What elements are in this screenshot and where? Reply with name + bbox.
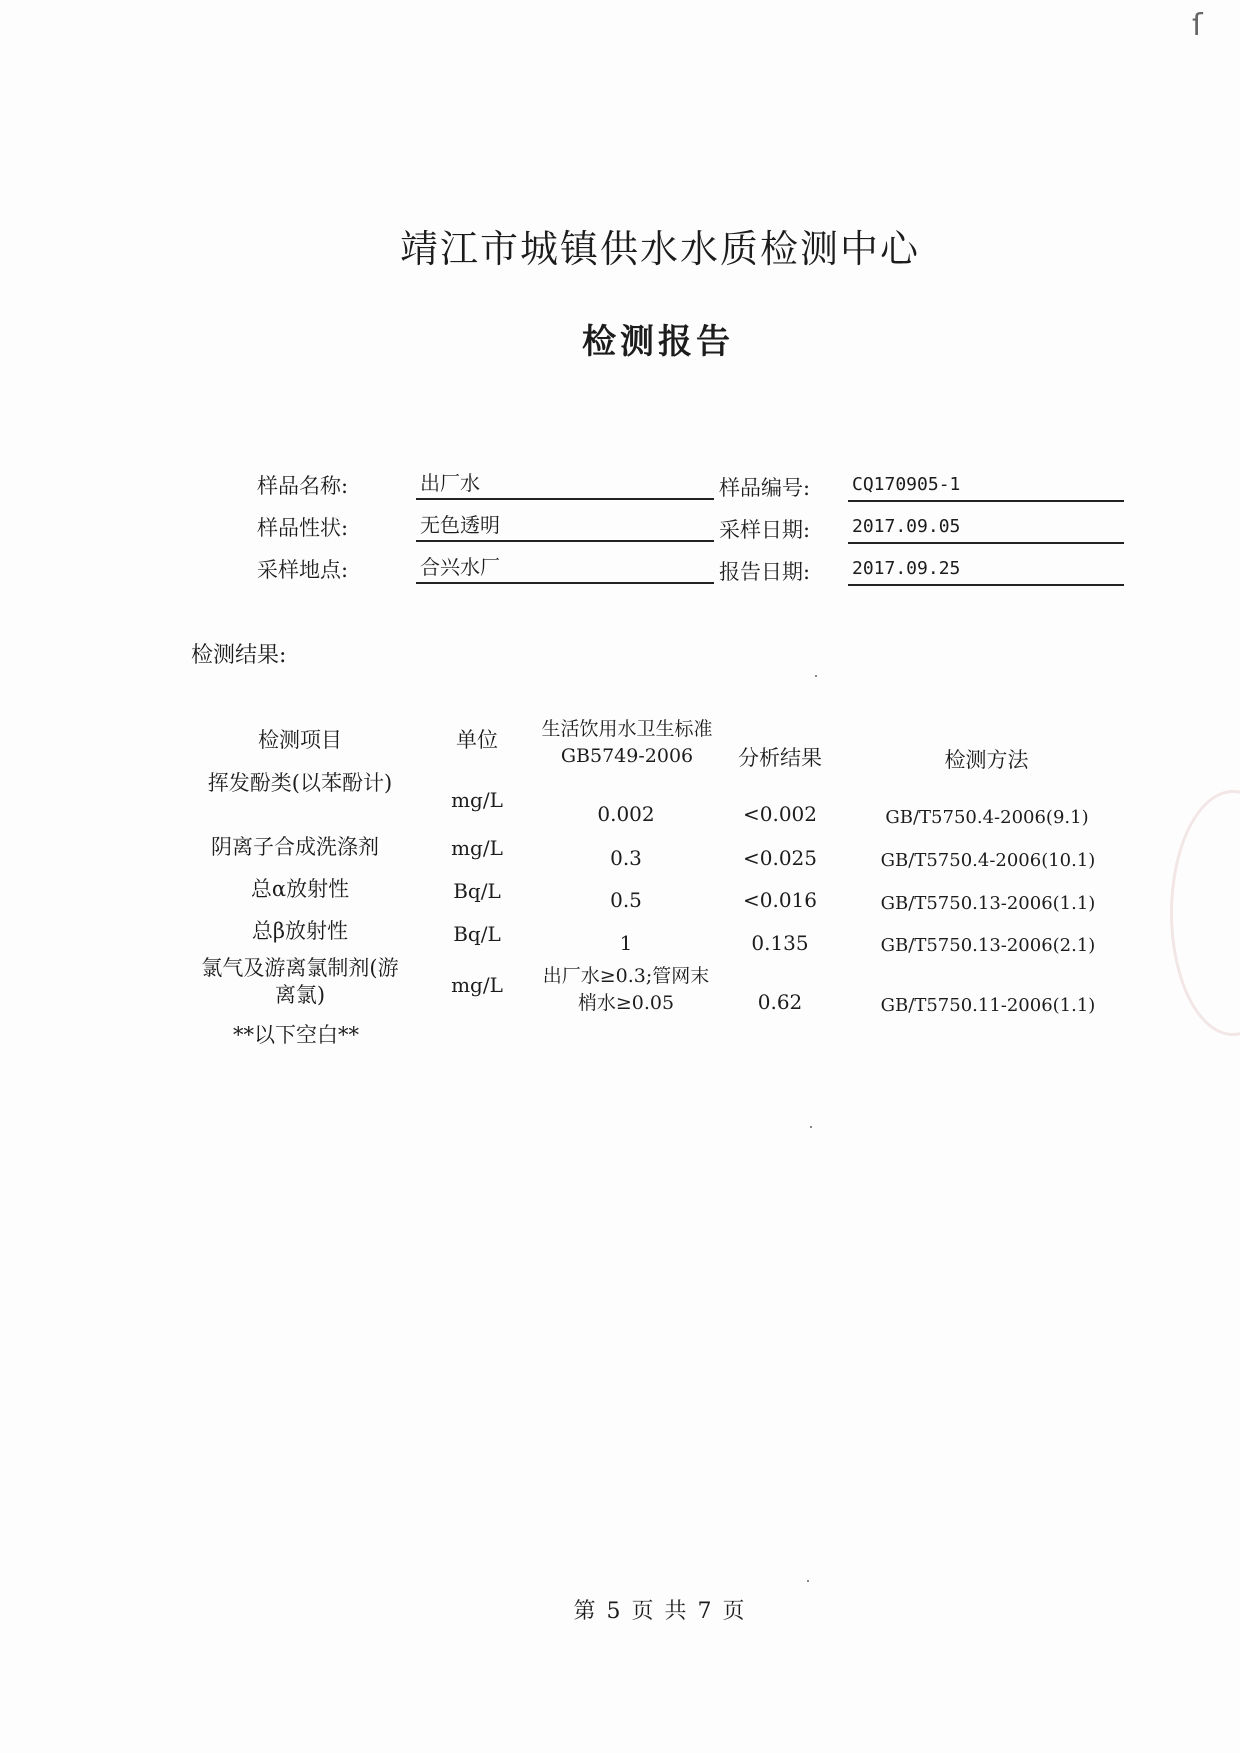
handwritten-corner-mark: ſ xyxy=(1192,8,1203,43)
unit-cell: mg/L xyxy=(451,836,503,860)
sampling-date-value: 2017.09.05 xyxy=(848,514,1124,544)
result-cell: <0.025 xyxy=(742,846,817,870)
item-cell: 挥发酚类(以苯酚计) xyxy=(207,771,393,795)
sample-name-value: 出厂水 xyxy=(416,470,714,500)
result-cell: <0.002 xyxy=(742,802,817,826)
sampling-location-label: 采样地点: xyxy=(257,558,349,582)
method-cell: GB/T5750.4-2006(10.1) xyxy=(880,850,1096,871)
result-cell: <0.016 xyxy=(742,888,817,912)
sample-number-label: 样品编号: xyxy=(719,476,811,500)
unit-cell: mg/L xyxy=(451,973,503,997)
faint-stamp-mark xyxy=(1170,790,1240,1036)
report-date-label: 报告日期: xyxy=(719,560,811,584)
column-header-unit: 单位 xyxy=(456,728,498,752)
method-cell: GB/T5750.4-2006(9.1) xyxy=(885,807,1089,828)
standard-cell: 0.002 xyxy=(597,802,655,826)
sample-appearance-label: 样品性状: xyxy=(257,516,349,540)
sample-number-value: CQ170905-1 xyxy=(848,472,1124,502)
unit-cell: mg/L xyxy=(451,788,503,812)
standard-cell: 1 xyxy=(619,931,633,955)
results-heading: 检测结果: xyxy=(191,643,287,668)
report-date-value: 2017.09.25 xyxy=(848,556,1124,586)
standard-cell: 0.5 xyxy=(610,888,642,912)
standard-cell: 0.3 xyxy=(610,846,642,870)
scan-speck xyxy=(807,1580,809,1582)
standard-cell: 出厂水≥0.3;管网末梢水≥0.05 xyxy=(542,965,710,1014)
unit-cell: Bq/L xyxy=(453,922,501,946)
sample-name-label: 样品名称: xyxy=(257,474,349,498)
organization-title: 靖江市城镇供水水质检测中心 xyxy=(399,227,920,271)
result-cell: 0.135 xyxy=(751,931,809,955)
blank-below-note: **以下空白** xyxy=(233,1023,359,1047)
report-title: 检测报告 xyxy=(582,322,734,362)
item-cell: 阴离子合成洗涤剂 xyxy=(211,835,379,859)
sampling-location-value: 合兴水厂 xyxy=(416,554,714,584)
scan-speck xyxy=(815,675,817,677)
scan-speck xyxy=(810,1126,812,1128)
item-cell: 总β放射性 xyxy=(251,919,349,943)
sampling-date-label: 采样日期: xyxy=(719,518,811,542)
column-header-item: 检测项目 xyxy=(258,728,342,752)
method-cell: GB/T5750.11-2006(1.1) xyxy=(880,995,1096,1016)
result-cell: 0.62 xyxy=(757,990,803,1014)
method-cell: GB/T5750.13-2006(1.1) xyxy=(880,893,1096,914)
item-cell: 氯气及游离氯制剂(游离氯) xyxy=(201,956,399,1007)
column-header-method: 检测方法 xyxy=(944,748,1029,772)
method-cell: GB/T5750.13-2006(2.1) xyxy=(880,935,1096,956)
column-header-result: 分析结果 xyxy=(738,746,822,770)
column-header-standard: 生活饮用水卫生标准GB5749-2006 xyxy=(541,718,713,767)
page-number-footer: 第 5 页 共 7 页 xyxy=(573,1599,747,1624)
unit-cell: Bq/L xyxy=(453,879,501,903)
sample-appearance-value: 无色透明 xyxy=(416,512,714,542)
item-cell: 总α放射性 xyxy=(250,877,350,901)
